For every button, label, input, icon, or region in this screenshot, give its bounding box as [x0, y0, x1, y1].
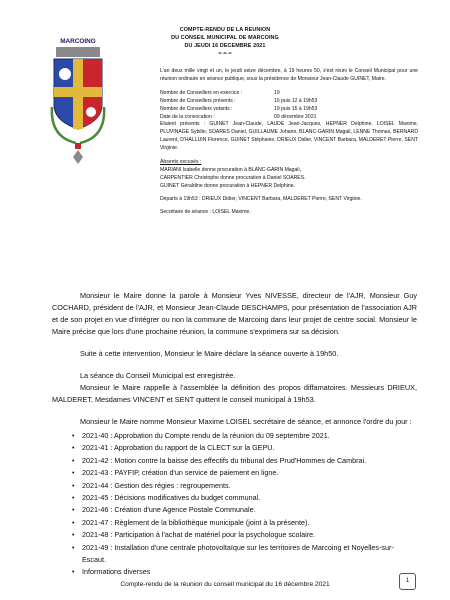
stat-label: Nombre de Conseillers votants :	[160, 105, 233, 112]
stat-row	[160, 106, 418, 114]
agenda-item: • 2021-49 : Installation d'une centrale photovoltaïque sur les territoires de Marcoing et Noyelles-sur-Escaut.	[72, 542, 417, 567]
stat-value: 16 puis 12 à 19h53	[274, 97, 318, 104]
presents-list: Etaient présents : GUINET Jean-Claude, LAUDE Jean-Jacques, HEPNER Delphine, LOISEL Maxime, PLUVINAGE Sybille, SOARES Daniel, GUILLAUME Johann, BLANC-GARIN Magali, LENNE Thomas, BERNARD Laurent, D'HALLUIN Florence, GUINET Stéphanie, DRIEUX Didier, VINCENT Barbara, MALDERET Pierre, SENT Virginie.	[160, 121, 418, 152]
agenda-item: • 2021-47 : Règlement de la bibliothèque municipale (joint à la présente).	[72, 517, 417, 529]
minutes-body	[52, 290, 417, 428]
body-paragraph-5: Monsieur le Maire nomme Monsieur Maxime LOISEL secrétaire de séance, et annonce l'ordre du jour :	[80, 417, 412, 426]
body-paragraph-2: Suite à cette intervention, Monsieur le Maire déclare la séance ouverte à 19h50.	[80, 349, 339, 358]
departs-line: Départs à 19h53 : DRIEUX Didier, VINCENT Barbara, MALDERET Pierre, SENT Virginie.	[160, 195, 362, 202]
stat-value: 09 décembre 2021	[274, 113, 317, 120]
crest-emblem-icon	[48, 47, 108, 177]
stat-label: Nombre de Conseillers en exercice :	[160, 89, 243, 96]
body-paragraph-4: Monsieur le Maire rappelle à l'assemblée la définition des propos diffamatoires. Messieurs DRIEUX, MALDERET, Mesdames VINCENT et SENT quittent le conseil municipal à 19h53.	[52, 383, 417, 404]
page-footer: Compte-rendu de la réunion du conseil municipal du 16 décembre 2021	[120, 581, 330, 588]
stat-row	[160, 114, 418, 122]
stat-value: 19	[274, 89, 280, 96]
body-paragraph-3: La séance du Conseil Municipal est enregistrée.	[80, 371, 236, 380]
stat-row	[160, 90, 418, 98]
stat-label: Date de la convocation :	[160, 113, 215, 120]
page-number: 1	[399, 573, 416, 590]
crest-name: MARCOING	[60, 38, 96, 45]
agenda-item: • 2021-41 : Approbation du rapport de la CLECT sur la GEPU.	[72, 442, 417, 454]
agenda-item: • Informations diverses	[72, 566, 417, 578]
title-separator: =-=-=	[218, 51, 232, 57]
absents-title: Absents excusés :	[160, 159, 202, 166]
agenda-item: • 2021-43 : PAYFIP, création d'un service de paiement en ligne.	[72, 467, 417, 479]
stat-label: Nombre de Conseillers présents :	[160, 97, 236, 104]
agenda-item: • 2021-42 : Motion contre la baisse des effectifs du tribunal des Prud'Hommes de Cambrai.	[72, 455, 417, 467]
stat-row	[160, 98, 418, 106]
agenda-list	[72, 430, 417, 579]
title-line-1: COMPTE-RENDU DE LA REUNION	[179, 27, 271, 33]
stat-value: 19 puis 15 à 19h53	[274, 105, 318, 112]
secretaire-line: Secrétaire de séance : LOISEL Maxime.	[160, 208, 251, 215]
town-crest	[48, 38, 108, 178]
agenda-item: • 2021-48 : Participation à l'achat de matériel pour la psychologue scolaire.	[72, 529, 417, 541]
body-paragraph-1: Monsieur le Maire donne la parole à Monsieur Yves NIVESSE, directeur de l'AJR, Monsieur Guy COCHARD, président de l'AJR, et Monsieur Jean-Claude DESCHAMPS, pour présentation de l'association AJR et de son projet en vue d'intégrer ou non la commune de Marcoing dans leur projet de centre social. Monsieur le Maire précise que lors d'une prochaine réunion, la commune s'exprimera sur sa décision.	[52, 291, 417, 336]
absent-item: GUINET Géraldine donne procuration à HEPNER Delphine.	[160, 182, 295, 189]
title-line-3: DU JEUDI 16 DECEMBRE 2021	[184, 43, 266, 49]
agenda-item: • 2021-44 : Gestion des régies : regroupements.	[72, 480, 417, 492]
agenda-item: • 2021-40 : Approbation du Compte rendu de la réunion du 09 septembre 2021.	[72, 430, 417, 442]
absent-item: MARIANI Isabelle donne procuration à BLANC-GARIN Magali,	[160, 166, 301, 173]
intro-paragraph: L'an deux mille vingt et un, le jeudi seize décembre, à 19 heures 50, s'est réuni le Conseil Municipal pour une réunion ordinaire en séance publique, sous la présidence de Monsieur Jean-Claude GUINET, Maire.	[160, 68, 418, 82]
agenda-item: • 2021-46 : Création d'une Agence Postale Communale.	[72, 504, 417, 516]
agenda-item: • 2021-45 : Décisions modificatives du budget communal.	[72, 492, 417, 504]
title-line-2: DU CONSEIL MUNICIPAL DE MARCOING	[171, 35, 279, 41]
absent-item: CARPENTIER Christophe donne procuration à Daniel SOARES.	[160, 174, 306, 181]
intro-block	[160, 68, 418, 217]
